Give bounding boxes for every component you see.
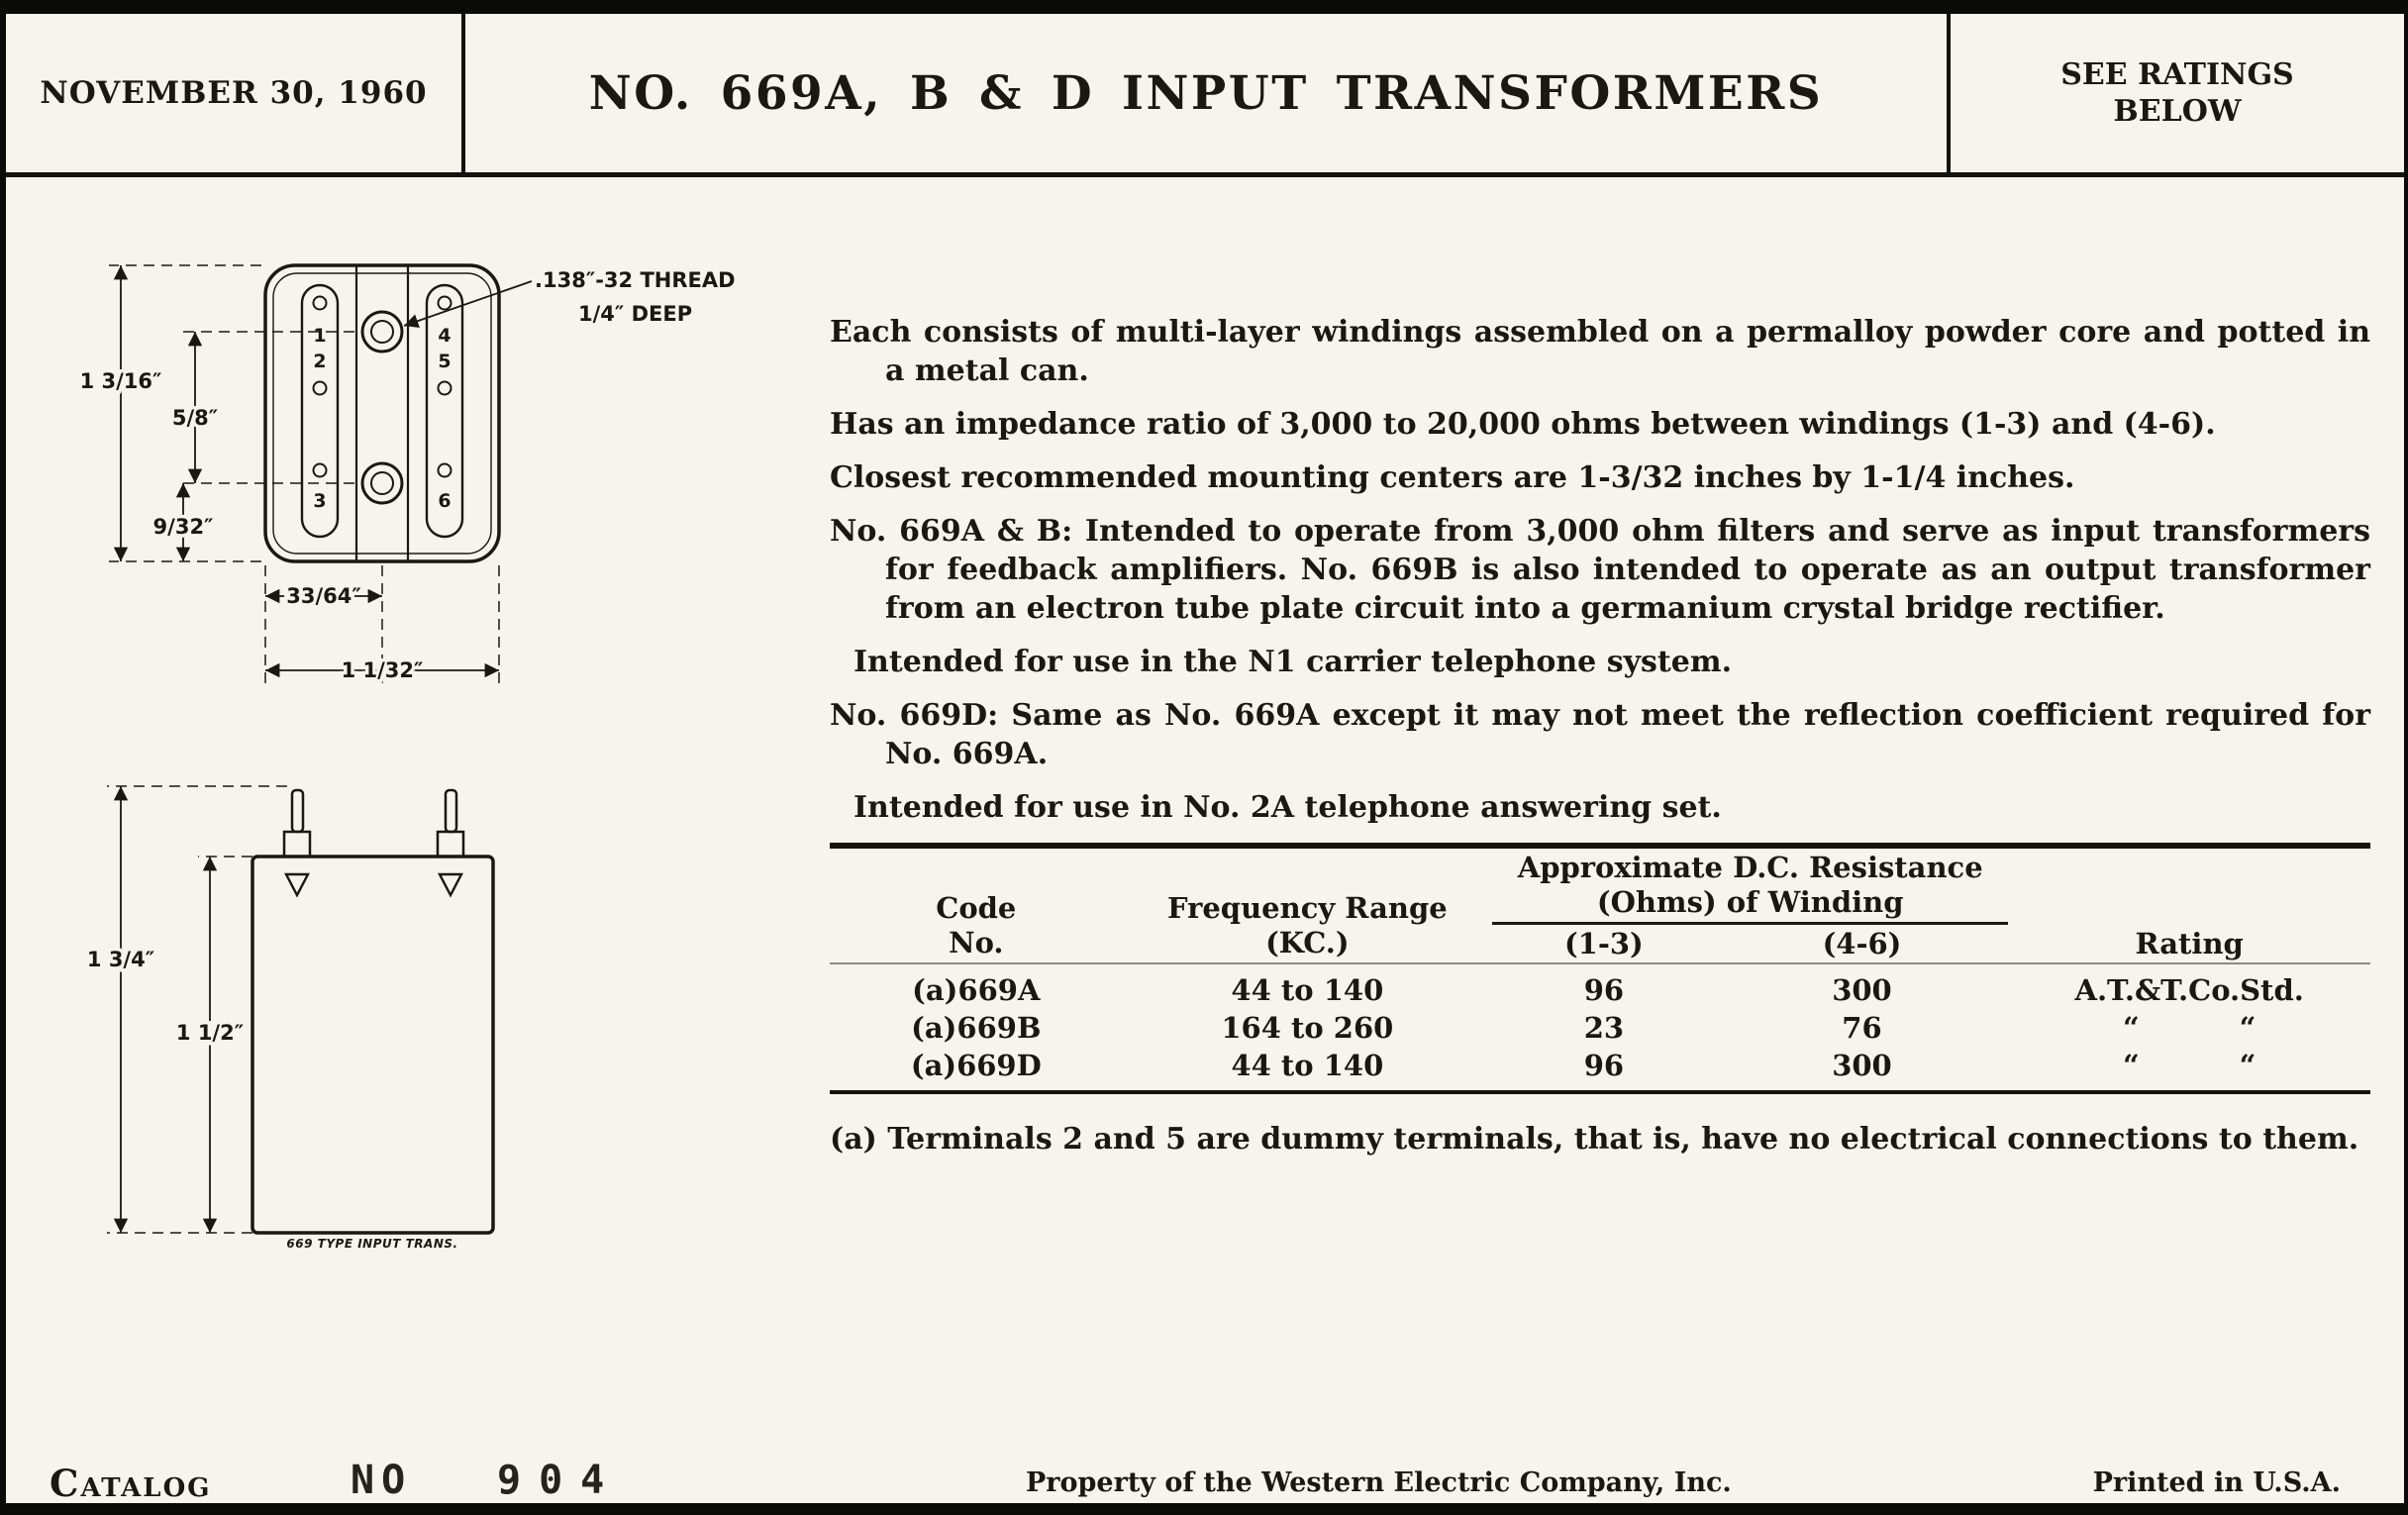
- cell-freq: 44 to 140: [1231, 1048, 1384, 1082]
- page-header: [6, 14, 2404, 177]
- col-header-code: [830, 846, 1123, 963]
- resistance-group-line2: (Ohms) of Winding: [1596, 884, 1904, 919]
- cell-code: (a)669D: [910, 1048, 1042, 1082]
- description-paragraph: Closest recommended mounting centers are 1-3/32 inches by 1-1/4 inches.: [830, 460, 2075, 495]
- dim-overall-height-label: 1 3/4″: [86, 948, 155, 971]
- col-header-winding-4-6: (4-6): [1716, 923, 2009, 963]
- thread-spec-label: .138″-32 THREAD: [535, 268, 736, 292]
- transformer-top-view-drawing: [59, 248, 772, 723]
- description-paragraph: Intended for use in No. 2A telephone answering set.: [853, 790, 1722, 825]
- col-header-winding-1-3: (1-3): [1492, 923, 1716, 963]
- ratings-box: [1947, 14, 2404, 172]
- drawing-caption: 669 TYPE INPUT TRANS.: [286, 1237, 458, 1251]
- cell-rating: “ “: [2122, 1010, 2257, 1045]
- terminal-number: 4: [438, 325, 452, 347]
- terminal-number: 5: [438, 351, 452, 372]
- catalog-page: [6, 14, 2404, 1503]
- terminal-number: 1: [313, 325, 327, 347]
- dim-can-height-label: 1 1/2″: [175, 1021, 245, 1045]
- dimension-lines: [107, 786, 287, 1233]
- title-box: [465, 14, 1947, 172]
- issue-date: NOVEMBER 30, 1960: [40, 75, 428, 111]
- description-column: [830, 313, 2370, 1188]
- terminal-number: 2: [313, 351, 327, 372]
- property-notice: Property of the Western Electric Company, Inc.: [1026, 1467, 1732, 1498]
- page-title: NO. 669A, B & D INPUT TRANSFORMERS: [588, 65, 1824, 121]
- col-header-code-line2: No.: [949, 925, 1004, 960]
- table-row: [830, 1047, 2370, 1092]
- cell-rating: “ “: [2122, 1048, 2257, 1082]
- description-paragraph: Each consists of multi-layer windings assembled on a permalloy powder core and potted in a metal can.: [830, 315, 2370, 388]
- col-header-frequency-line1: Frequency Range: [1167, 891, 1448, 925]
- cell-r13: 96: [1583, 1048, 1625, 1082]
- description-paragraph: Intended for use in the N1 carrier telephone system.: [853, 645, 1733, 679]
- transformer-side-view-drawing: [59, 772, 574, 1277]
- catalog-label: Catalog: [50, 1462, 212, 1505]
- col-header-rating: Rating: [2008, 846, 2370, 963]
- cell-r46: 300: [1832, 972, 1892, 1007]
- cell-code: (a)669B: [911, 1010, 1042, 1045]
- mounting-holes: [362, 312, 402, 503]
- thread-leader-line: [404, 281, 532, 326]
- col-header-code-line1: Code: [936, 891, 1017, 925]
- terminal-number: 3: [313, 490, 327, 512]
- terminal-pins: [284, 790, 463, 857]
- dim-bottom-offset-label: 9/32″: [152, 515, 214, 539]
- cell-r46: 300: [1832, 1048, 1892, 1082]
- cell-code: (a)669A: [912, 972, 1041, 1007]
- col-header-resistance-group: [1492, 846, 2008, 923]
- table-row: [830, 1009, 2370, 1047]
- thread-depth-label: 1/4″ DEEP: [578, 302, 693, 326]
- date-box: [6, 14, 465, 172]
- dim-overall-width-label: 1 1/32″: [341, 658, 424, 682]
- catalog-stamp-no: NO: [351, 1458, 413, 1503]
- terminal-number: 6: [438, 490, 452, 512]
- col-header-frequency-line2: (KC.): [1265, 925, 1350, 960]
- cell-r13: 96: [1583, 972, 1625, 1007]
- catalog-stamp-number: 904: [497, 1458, 623, 1503]
- cell-freq: 44 to 140: [1231, 972, 1384, 1007]
- ratings-table: [830, 843, 2370, 1094]
- resistance-group-line1: Approximate D.C. Resistance: [1517, 851, 1983, 884]
- cell-rating: A.T.&T.Co.Std.: [2074, 972, 2304, 1007]
- dim-hole-spacing-label: 5/8″: [171, 406, 219, 430]
- description-paragraph: No. 669A & B: Intended to operate from 3,000 ohm filters and serve as input transformers for feedback amplifiers. No. 669B is also intended to operate as an output transformer from an electron tube plate circuit into a germanium crystal bridge rectifier.: [830, 514, 2370, 626]
- description-paragraph: No. 669D: Same as No. 669A except it may not meet the reflection coefficient required for No. 669A.: [830, 698, 2370, 771]
- dim-half-width-label: 33/64″: [286, 584, 361, 608]
- col-header-frequency: [1123, 846, 1492, 963]
- ratings-note-line2: BELOW: [2113, 94, 2242, 129]
- can-outline: [265, 265, 499, 561]
- ratings-note-line1: SEE RATINGS: [2060, 56, 2294, 92]
- cell-freq: 164 to 260: [1221, 1010, 1394, 1045]
- table-row: [830, 963, 2370, 1009]
- cell-r46: 76: [1842, 1010, 1882, 1045]
- index-triangles: [286, 874, 461, 895]
- table-footnote: (a) Terminals 2 and 5 are dummy terminals, that is, have no electrical connections to them.: [830, 1121, 2359, 1157]
- printed-notice: Printed in U.S.A.: [2092, 1467, 2341, 1498]
- cell-r13: 23: [1583, 1010, 1625, 1045]
- dim-overall-height-label: 1 3/16″: [79, 369, 162, 393]
- description-paragraph: Has an impedance ratio of 3,000 to 20,000 ohms between windings (1-3) and (4-6).: [830, 407, 2216, 442]
- can-body: [252, 857, 493, 1233]
